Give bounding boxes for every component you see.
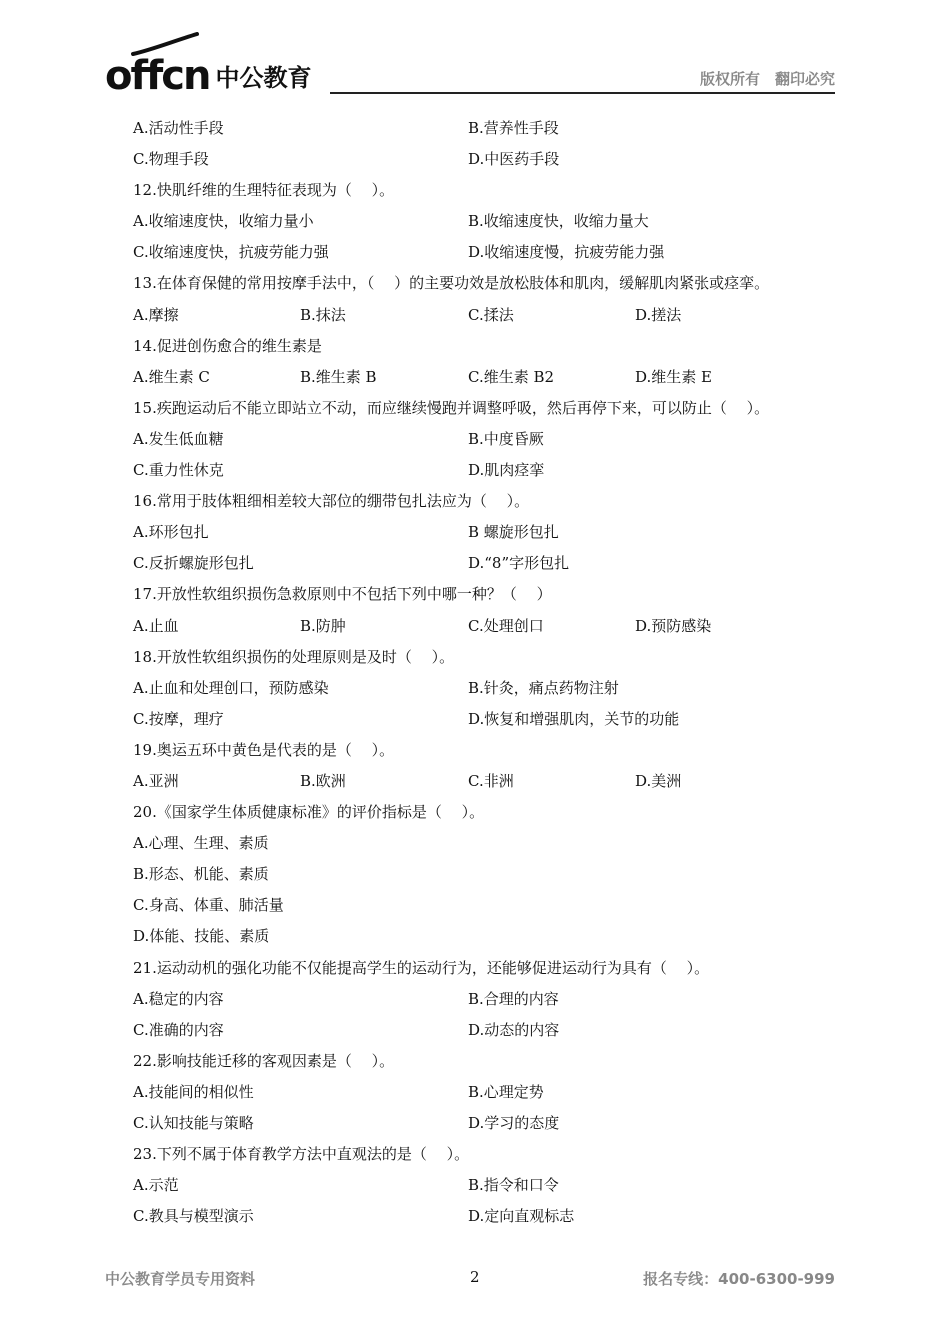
answer-option: C.准确的内容: [133, 1020, 224, 1039]
text-line: B.形态、机能、素质: [133, 865, 269, 884]
option-row: [133, 362, 843, 393]
answer-option: A.发生低血糖: [133, 429, 224, 448]
option-row: [133, 517, 843, 548]
option-row: [133, 237, 843, 268]
answer-option: D.“8”字形包扎: [468, 554, 570, 573]
answer-option: B.维生素 B: [300, 367, 377, 386]
option-row: [133, 984, 843, 1015]
answer-option: D.搓法: [635, 305, 682, 324]
answer-option: C.处理创口: [468, 616, 544, 635]
option-row: [133, 1077, 843, 1108]
answer-option: D.中医药手段: [468, 150, 560, 169]
logo-chinese-name: 中公教育: [215, 64, 312, 92]
text-line: 18.开放性软组织损伤的处理原则是及时（ ）。: [133, 647, 455, 666]
answer-option: B.心理定势: [468, 1082, 544, 1101]
answer-option: B.防肿: [300, 616, 346, 635]
option-row: [133, 455, 843, 486]
text-line: A.心理、生理、素质: [133, 834, 269, 853]
answer-option: C.物理手段: [133, 150, 209, 169]
text-line: 14.促进创伤愈合的维生素是: [133, 336, 322, 355]
answer-option: A.维生素 C: [133, 367, 210, 386]
answer-option: A.亚洲: [133, 771, 179, 790]
text-line: 16.常用于肢体粗细相差较大部位的绷带包扎法应为（ ）。: [133, 492, 530, 511]
answer-option: D.预防感染: [635, 616, 712, 635]
answer-option: C.教具与模型演示: [133, 1207, 254, 1226]
text-line: 13.在体育保健的常用按摩手法中，（ ）的主要功效是放松肢体和肌肉，缓解肌肉紧张或痉挛。: [133, 274, 770, 293]
answer-option: C.维生素 B2: [468, 367, 555, 386]
answer-option: B.中度昏厥: [468, 429, 544, 448]
page-number: 2: [470, 1268, 480, 1286]
answer-option: A.收缩速度快，收缩力量小: [133, 212, 314, 231]
logo-swoosh-icon: [131, 32, 201, 56]
answer-option: D.美洲: [635, 771, 682, 790]
answer-option: D.动态的内容: [468, 1020, 560, 1039]
option-row: [133, 766, 843, 797]
answer-option: C.非洲: [468, 771, 514, 790]
copyright-notice: 版权所有 翻印必究: [699, 70, 835, 88]
answer-option: A.活动性手段: [133, 119, 224, 137]
text-line: 12.快肌纤维的生理特征表现为（ ）。: [133, 181, 395, 200]
text-line: 23.下列不属于体育教学方法中直观法的是（ ）。: [133, 1145, 470, 1164]
answer-option: C.收缩速度快，抗疲劳能力强: [133, 243, 329, 262]
option-row: [133, 144, 843, 175]
answer-option: C.按摩，理疗: [133, 709, 224, 728]
answer-option: C.反折螺旋形包扎: [133, 554, 254, 573]
answer-option: A.技能间的相似性: [133, 1082, 254, 1101]
page-footer: [105, 1268, 835, 1292]
option-row: [133, 300, 843, 331]
option-row: [133, 424, 843, 455]
answer-option: D.学习的态度: [468, 1114, 560, 1132]
answer-option: A.止血: [133, 616, 179, 635]
text-line: 17.开放性软组织损伤急救原则中不包括下列中哪一种？（ ）: [133, 585, 552, 604]
text-line: C.身高、体重、肺活量: [133, 896, 284, 915]
answer-option: D.恢复和增强肌肉，关节的功能: [468, 709, 680, 728]
answer-option: B.欧洲: [300, 771, 346, 790]
footer-hotline: 报名专线：400-6300-999: [643, 1270, 835, 1288]
answer-option: B.合理的内容: [468, 989, 559, 1008]
answer-option: A.摩擦: [133, 305, 179, 324]
answer-option: A.环形包扎: [133, 523, 209, 542]
answer-option: A.止血和处理创口，预防感染: [133, 678, 329, 697]
answer-option: C.揉法: [468, 305, 514, 324]
answer-option: D.肌肉痉挛: [468, 461, 545, 480]
option-row: [133, 1015, 843, 1046]
header-divider: [330, 92, 835, 94]
answer-option: D.维生素 E: [635, 367, 712, 386]
offcn-logo: [105, 46, 311, 98]
answer-option: B.收缩速度快，收缩力量大: [468, 212, 649, 231]
option-row: [133, 611, 843, 642]
answer-option: A.稳定的内容: [133, 989, 224, 1008]
page-header: [105, 38, 835, 98]
text-line: 15.疾跑运动后不能立即站立不动，而应继续慢跑并调整呼吸，然后再停下来，可以防止（ ）。: [133, 398, 770, 417]
text-line: 19.奥运五环中黄色是代表的是（ ）。: [133, 740, 395, 759]
text-line: D.体能、技能、素质: [133, 927, 270, 946]
answer-option: B.营养性手段: [468, 119, 559, 137]
answer-option: D.收缩速度慢，抗疲劳能力强: [468, 243, 665, 262]
option-row: [133, 704, 843, 735]
text-line: 20.《国家学生体质健康标准》的评价指标是（ ）。: [133, 803, 485, 822]
answer-option: A.示范: [133, 1176, 179, 1195]
footer-material-label: 中公教育学员专用资料: [105, 1270, 256, 1288]
text-line: 21.运动动机的强化功能不仅能提高学生的运动行为，还能够促进运动行为具有（ ）。: [133, 958, 710, 977]
option-row: [133, 1201, 843, 1232]
option-row: [133, 1170, 843, 1201]
text-line: 22.影响技能迁移的客观因素是（ ）。: [133, 1051, 395, 1070]
logo-wordmark: offcn: [105, 53, 210, 99]
answer-option: B.指令和口令: [468, 1176, 559, 1195]
option-row: [133, 673, 843, 704]
question-list: [133, 113, 843, 1232]
option-row: [133, 206, 843, 237]
option-row: [133, 548, 843, 579]
answer-option: C.认知技能与策略: [133, 1114, 254, 1132]
option-row: [133, 113, 843, 144]
option-row: [133, 1108, 843, 1139]
answer-option: D.定向直观标志: [468, 1207, 575, 1226]
answer-option: B.抹法: [300, 305, 346, 324]
answer-option: C.重力性休克: [133, 461, 224, 480]
answer-option: B 螺旋形包扎: [468, 523, 559, 542]
answer-option: B.针灸，痛点药物注射: [468, 678, 619, 697]
